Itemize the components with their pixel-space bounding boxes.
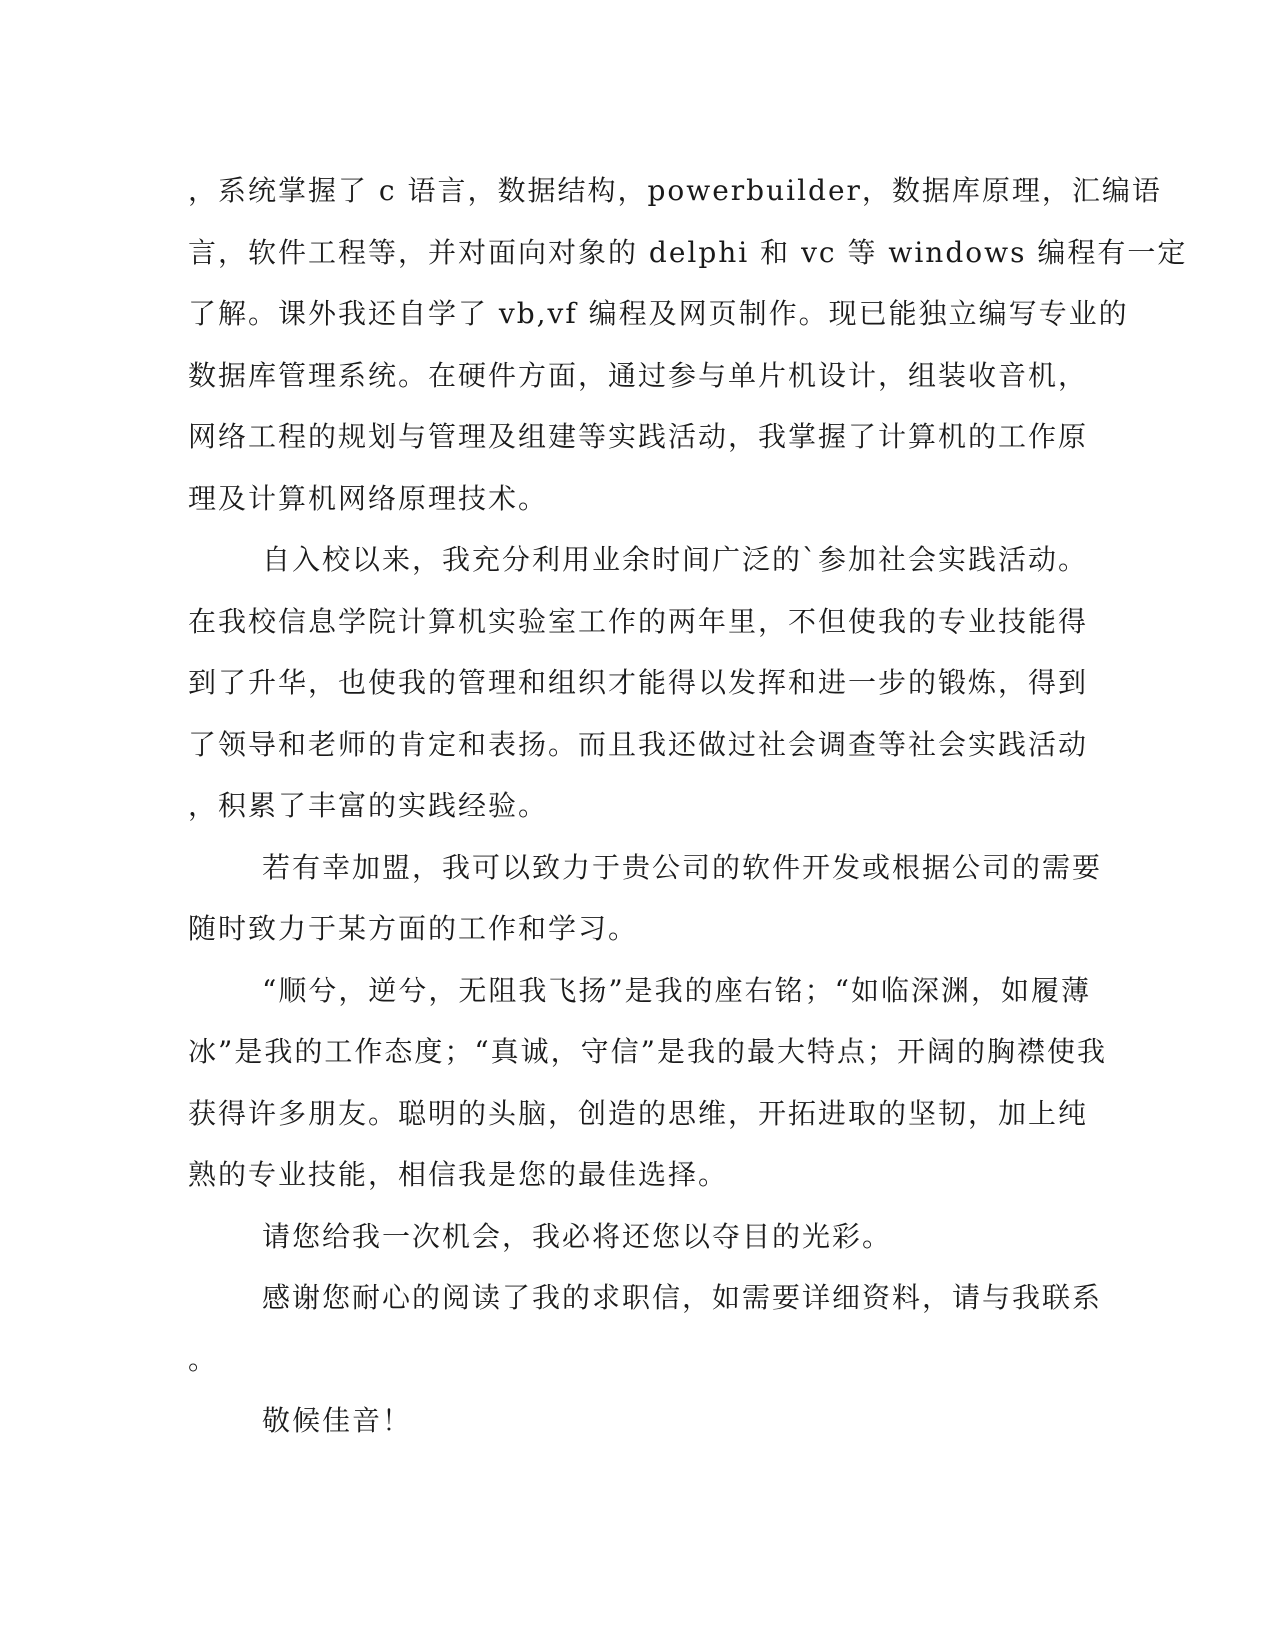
closing-line: 敬候佳音！ <box>262 1404 413 1437</box>
paragraph-start-line: “顺兮，逆兮，无阻我飞扬”是我的座右铭；“如临深渊，如履薄 <box>262 973 1091 1007</box>
text-line: 。 <box>188 1342 219 1376</box>
text-line: 冰”是我的工作态度；“真诚，守信”是我的最大特点；开阔的胸襟使我 <box>188 1035 1107 1068</box>
text-line: 获得许多朋友。聪明的头脑，创造的思维，开拓进取的坚韧，加上纯 <box>188 1096 1089 1130</box>
paragraph-start-line: 自入校以来，我充分利用业余时间广泛的`参加社会实践活动。 <box>262 543 1089 576</box>
text-line: 网络工程的规划与管理及组建等实践活动，我掌握了计算机的工作原 <box>188 420 1089 453</box>
paragraph-start-line: 感谢您耐心的阅读了我的求职信，如需要详细资料，请与我联系 <box>262 1281 1103 1314</box>
text-line: 数据库管理系统。在硬件方面，通过参与单片机设计，组装收音机， <box>188 358 1089 392</box>
text-line: 了领导和老师的肯定和表扬。而且我还做过社会调查等社会实践活动 <box>188 727 1089 761</box>
text-line: 熟的专业技能，相信我是您的最佳选择。 <box>188 1158 729 1191</box>
letter-body <box>188 160 1188 1452</box>
text-line: ，积累了丰富的实践经验。 <box>188 789 549 822</box>
text-line: 了解。课外我还自学了 vb,vf 编程及网页制作。现已能独立编写专业的 <box>188 297 1129 330</box>
paragraph-start-line: 若有幸加盟，我可以致力于贵公司的软件开发或根据公司的需要 <box>262 850 1103 884</box>
text-line: 在我校信息学院计算机实验室工作的两年里，不但使我的专业技能得 <box>188 604 1089 638</box>
text-line: 言，软件工程等，并对面向对象的 delphi 和 vc 等 windows 编程有一定 <box>188 235 1188 269</box>
text-line: 理及计算机网络原理技术。 <box>188 481 549 515</box>
text-line: 随时致力于某方面的工作和学习。 <box>188 912 639 945</box>
text-line: 到了升华，也使我的管理和组织才能得以发挥和进一步的锻炼，得到 <box>188 666 1089 699</box>
text-line: ，系统掌握了 c 语言，数据结构，powerbuilder，数据库原理，汇编语 <box>188 174 1162 207</box>
paragraph-start-line: 请您给我一次机会，我必将还您以夺目的光彩。 <box>262 1219 893 1253</box>
